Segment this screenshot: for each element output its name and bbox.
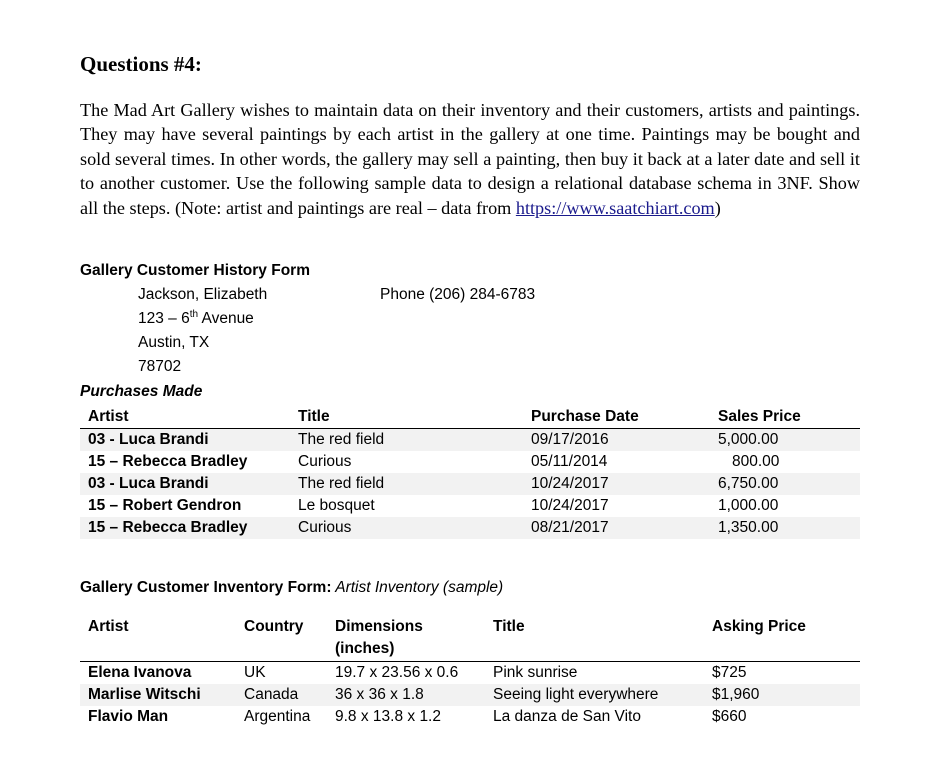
customer-phone: Phone (206) 284-6783: [380, 286, 536, 303]
purchases-title: Purchases Made: [80, 383, 203, 400]
purchases-header-row: [80, 406, 860, 428]
header-sales-price: Sales Price: [718, 408, 801, 425]
table-row: Marlise Witschi Canada 36 x 36 x 1.8 Seeing light everywhere $1,960: [80, 684, 860, 706]
header-title: Title: [493, 618, 525, 635]
header-artist: Artist: [88, 618, 129, 635]
table-row: 03 - Luca Brandi The red field 10/24/2017 6,750.00: [80, 473, 860, 495]
customer-zip: 78702: [138, 358, 182, 375]
customer-name: Jackson, Elizabeth: [138, 286, 268, 303]
inventory-header-row: [80, 616, 860, 657]
history-form-title: Gallery Customer History Form: [80, 262, 310, 279]
inventory-form-title: Gallery Customer Inventory Form: Artist Inventory (sample): [80, 579, 504, 596]
question-heading: Questions #4:: [80, 52, 202, 76]
paragraph-tail: ): [714, 197, 721, 218]
header-dimensions: Dimensions: [335, 618, 423, 635]
question-paragraph: [80, 98, 860, 220]
table-row: 15 – Rebecca Bradley Curious 08/21/2017 1,350.00: [80, 517, 860, 539]
paragraph-text: The Mad Art Gallery wishes to maintain data on their inventory and their customers, artists and paintings. They may have several paintings by each artist in the gallery at one time. Paintings may be bought and sold several times. In other words, the gallery may sell a painting, then buy it back at a later date and sell it to another customer. Use the following sample data to design a relational database schema in 3NF. Show all the steps. (Note: artist and paintings are real – data from: [80, 100, 860, 218]
header-purchase-date: Purchase Date: [531, 408, 639, 425]
header-artist: Artist: [88, 408, 129, 425]
header-country: Country: [244, 618, 304, 635]
saatchiart-link[interactable]: https://www.saatchiart.com: [515, 197, 715, 218]
header-title: Title: [298, 408, 330, 425]
customer-city: Austin, TX: [138, 334, 210, 351]
table-row: 03 - Luca Brandi The red field 09/17/2016 5,000.00: [80, 429, 860, 451]
table-row: 15 – Robert Gendron Le bosquet 10/24/2017 1,000.00: [88, 497, 779, 514]
header-dimensions-unit: (inches): [335, 640, 395, 657]
table-row: Flavio Man Argentina 9.8 x 13.8 x 1.2 La danza de San Vito $660: [88, 708, 747, 725]
header-asking-price: Asking Price: [712, 618, 806, 635]
customer-street: 123 – 6th Avenue: [138, 309, 254, 327]
table-row: 15 – Rebecca Bradley Curious 05/11/2014 800.00: [88, 453, 780, 470]
table-row: Elena Ivanova UK 19.7 x 23.56 x 0.6 Pink sunrise $725: [88, 664, 747, 681]
